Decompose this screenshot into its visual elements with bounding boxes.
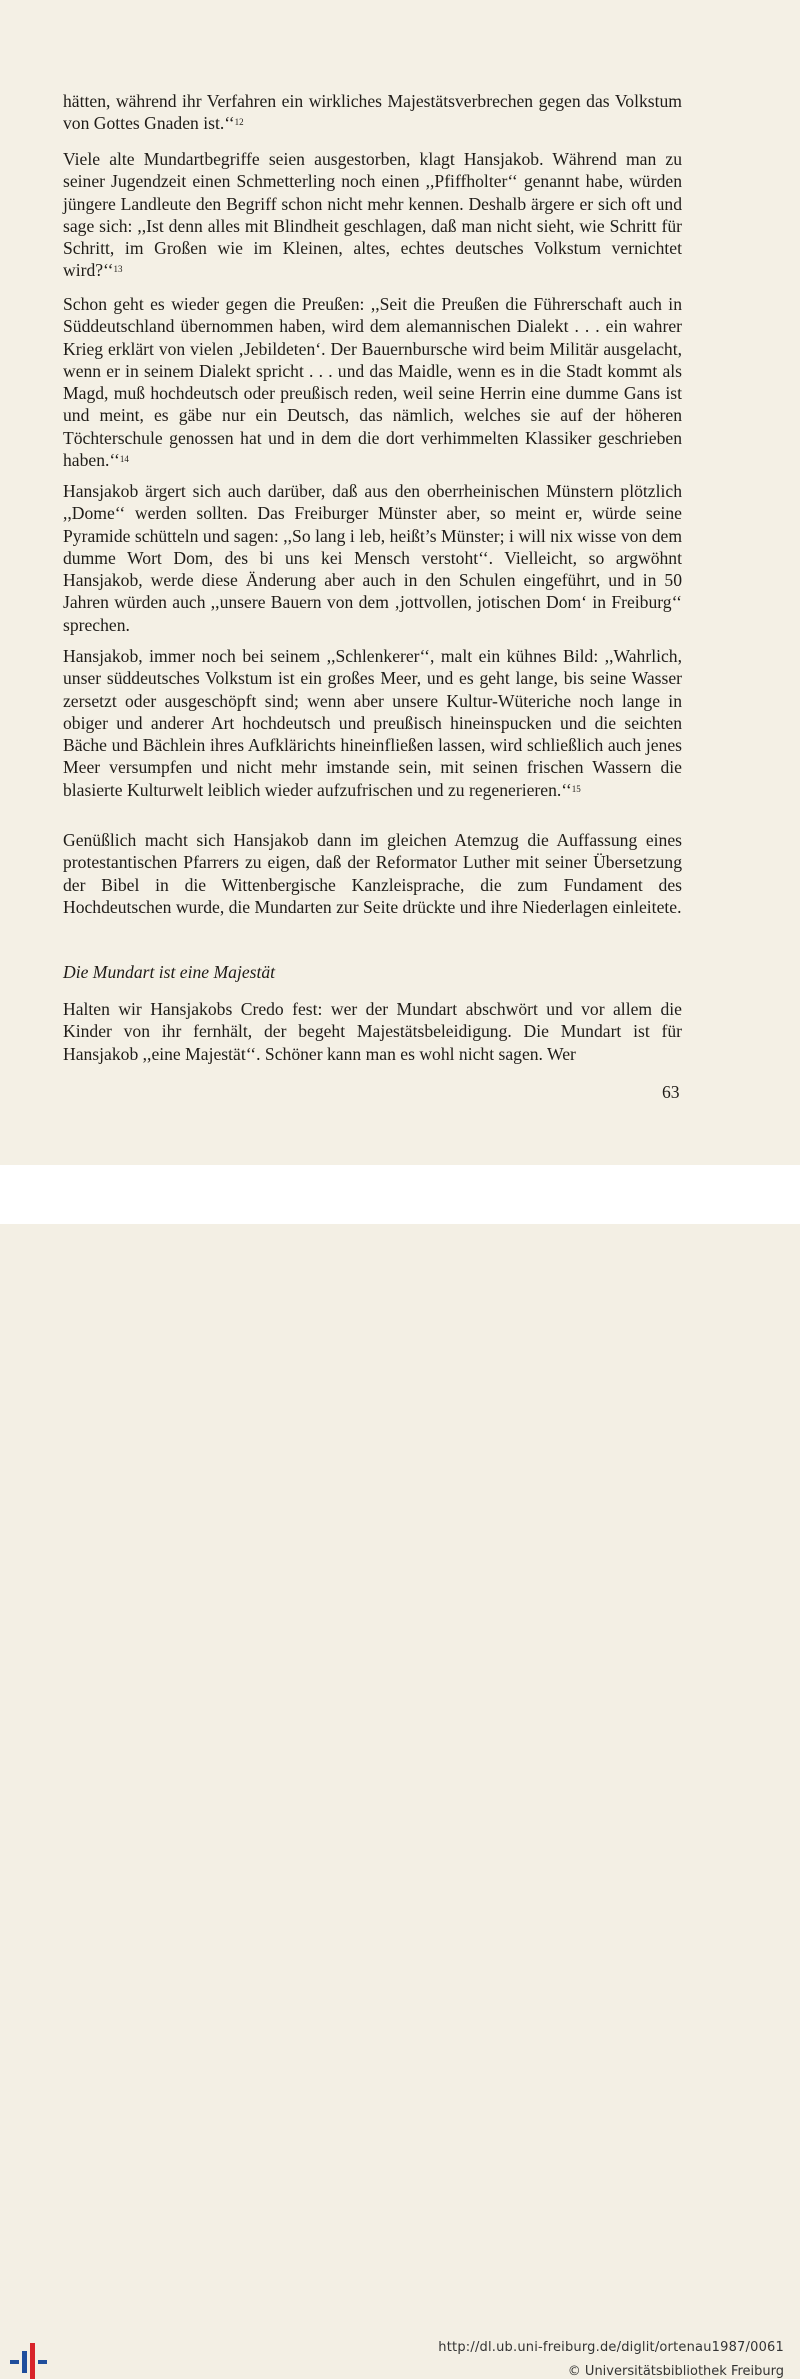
ub-freiburg-logo-icon bbox=[10, 2343, 50, 2379]
paragraph-text: Viele alte Mundartbegriffe seien ausgestorben, klagt Hansjakob. Während man zu seiner Jugendzeit einen Schmetterling noch einen ,,Pfiffholter‘‘ genannt habe, würden jüngere Landleute den Begriff schon nicht mehr kennen. Deshalb ärgere er sich oft und sage sich: ,,Ist denn alles mit Blindheit geschlagen, daß man nicht sieht, wie Schritt für Schritt, im Großen wie im Kleinen, altes, echtes deutsches Volkstum vernichtet wird?‘‘ bbox=[63, 149, 682, 281]
scanned-page bbox=[0, 0, 800, 1165]
footnote-marker: 13 bbox=[113, 264, 123, 275]
paragraph bbox=[63, 148, 682, 282]
paragraph bbox=[63, 293, 682, 471]
paragraph-text: Halten wir Hansjakobs Credo fest: wer der Mundart abschwört und vor allem die Kinder von ihr fernhält, der begeht Majestätsbeleidigung. Die Mundart ist für Hansjakob ,,eine Majestät‘‘. Schöner kann man es wohl nicht sagen. Wer bbox=[63, 999, 682, 1064]
paragraph bbox=[63, 90, 682, 135]
source-url-link[interactable]: http://dl.ub.uni-freiburg.de/diglit/ortenau1987/0061 bbox=[438, 2340, 784, 2355]
footnote-marker: 12 bbox=[234, 117, 244, 128]
footnote-marker: 14 bbox=[119, 454, 129, 465]
footer-bar bbox=[0, 1165, 800, 2379]
paragraph-text: Genüßlich macht sich Hansjakob dann im gleichen Atemzug die Auffassung eines protestantischen Pfarrers zu eigen, daß der Reformator Luther mit seiner Übersetzung der Bibel in die Wittenbergische Kanzleisprache, die zum Fundament des Hochdeutschen wurde, die Mundarten zur Seite drückte und ihre Niederlagen einleitete. bbox=[63, 830, 682, 917]
copyright-notice: © Universitätsbibliothek Freiburg bbox=[567, 2364, 784, 2379]
paragraph bbox=[63, 480, 682, 636]
paragraph-text: Hansjakob, immer noch bei seinem ,,Schlenkerer‘‘, malt ein kühnes Bild: ,,Wahrlich, unser süddeutsches Volkstum ist ein großes Meer, und es geht lange, bis seine Wasser zersetzt oder ausgeschöpft sind; wenn aber unsere Kultur-Wüteriche noch lange in obiger und anderer Art hochdeutsch und preußisch hineinspucken und die seichten Bäche und Bächlein ihres Aufklärichts hineinfließen lassen, wird schließlich auch jenes Meer versumpfen und nicht mehr imstande sein, mit seinen frischen Wassern die blasierte Kulturwelt leiblich wieder aufzufrischen und zu regenerieren.‘‘ bbox=[63, 646, 682, 800]
paragraph-text: Schon geht es wieder gegen die Preußen: ,,Seit die Preußen die Führerschaft auch in Süddeutschland übernommen haben, wird dem alemannischen Dialekt . . . ein wahrer Krieg erklärt von vielen ‚Jebildeten‘. Der Bauernbursche wird beim Militär ausgelacht, wenn er in seinem Dialekt spricht . . . und das Maidle, wenn es in die Stadt kommt als Magd, muß hochdeutsch oder preußisch reden, weil seine Herrin eine dumme Gans ist und meint, es gäbe nur ein Deutsch, das nämlich, welches sie auf der höheren Töchterschule genossen hat und in dem die dort verhimmelten Klassiker geschrieben haben.‘‘ bbox=[63, 294, 682, 471]
page-number: 63 bbox=[662, 1082, 680, 1102]
footnote-marker: 15 bbox=[571, 783, 581, 794]
paragraph-text: hätten, während ihr Verfahren ein wirkliches Majestätsverbrechen gegen das Volkstum von Gottes Gnaden ist.‘‘ bbox=[63, 91, 682, 134]
paragraph bbox=[63, 645, 682, 801]
paragraph-text: Hansjakob ärgert sich auch darüber, daß aus den oberrheinischen Münstern plötzlich ,,Dome‘‘ werden sollten. Das Freiburger Münster aber, so meint er, würde seine Pyramide schütteln und sagen: ,,So lang i leb, heißt’s Münster; i will nix wisse von dem dumme Wort Dom, des bi uns kei Mensch verstoht‘‘. Vielleicht, so argwöhnt Hansjakob, werde diese Änderung aber auch in den Schulen eingeführt, und in 50 Jahren würden auch ,,unsere Bauern von dem ‚jottvollen, jotischen Dom‘ in Freiburg‘‘ sprechen. bbox=[63, 481, 682, 635]
paragraph bbox=[63, 998, 682, 1065]
paragraph bbox=[63, 829, 682, 918]
section-heading: Die Mundart ist eine Majestät bbox=[63, 962, 276, 982]
